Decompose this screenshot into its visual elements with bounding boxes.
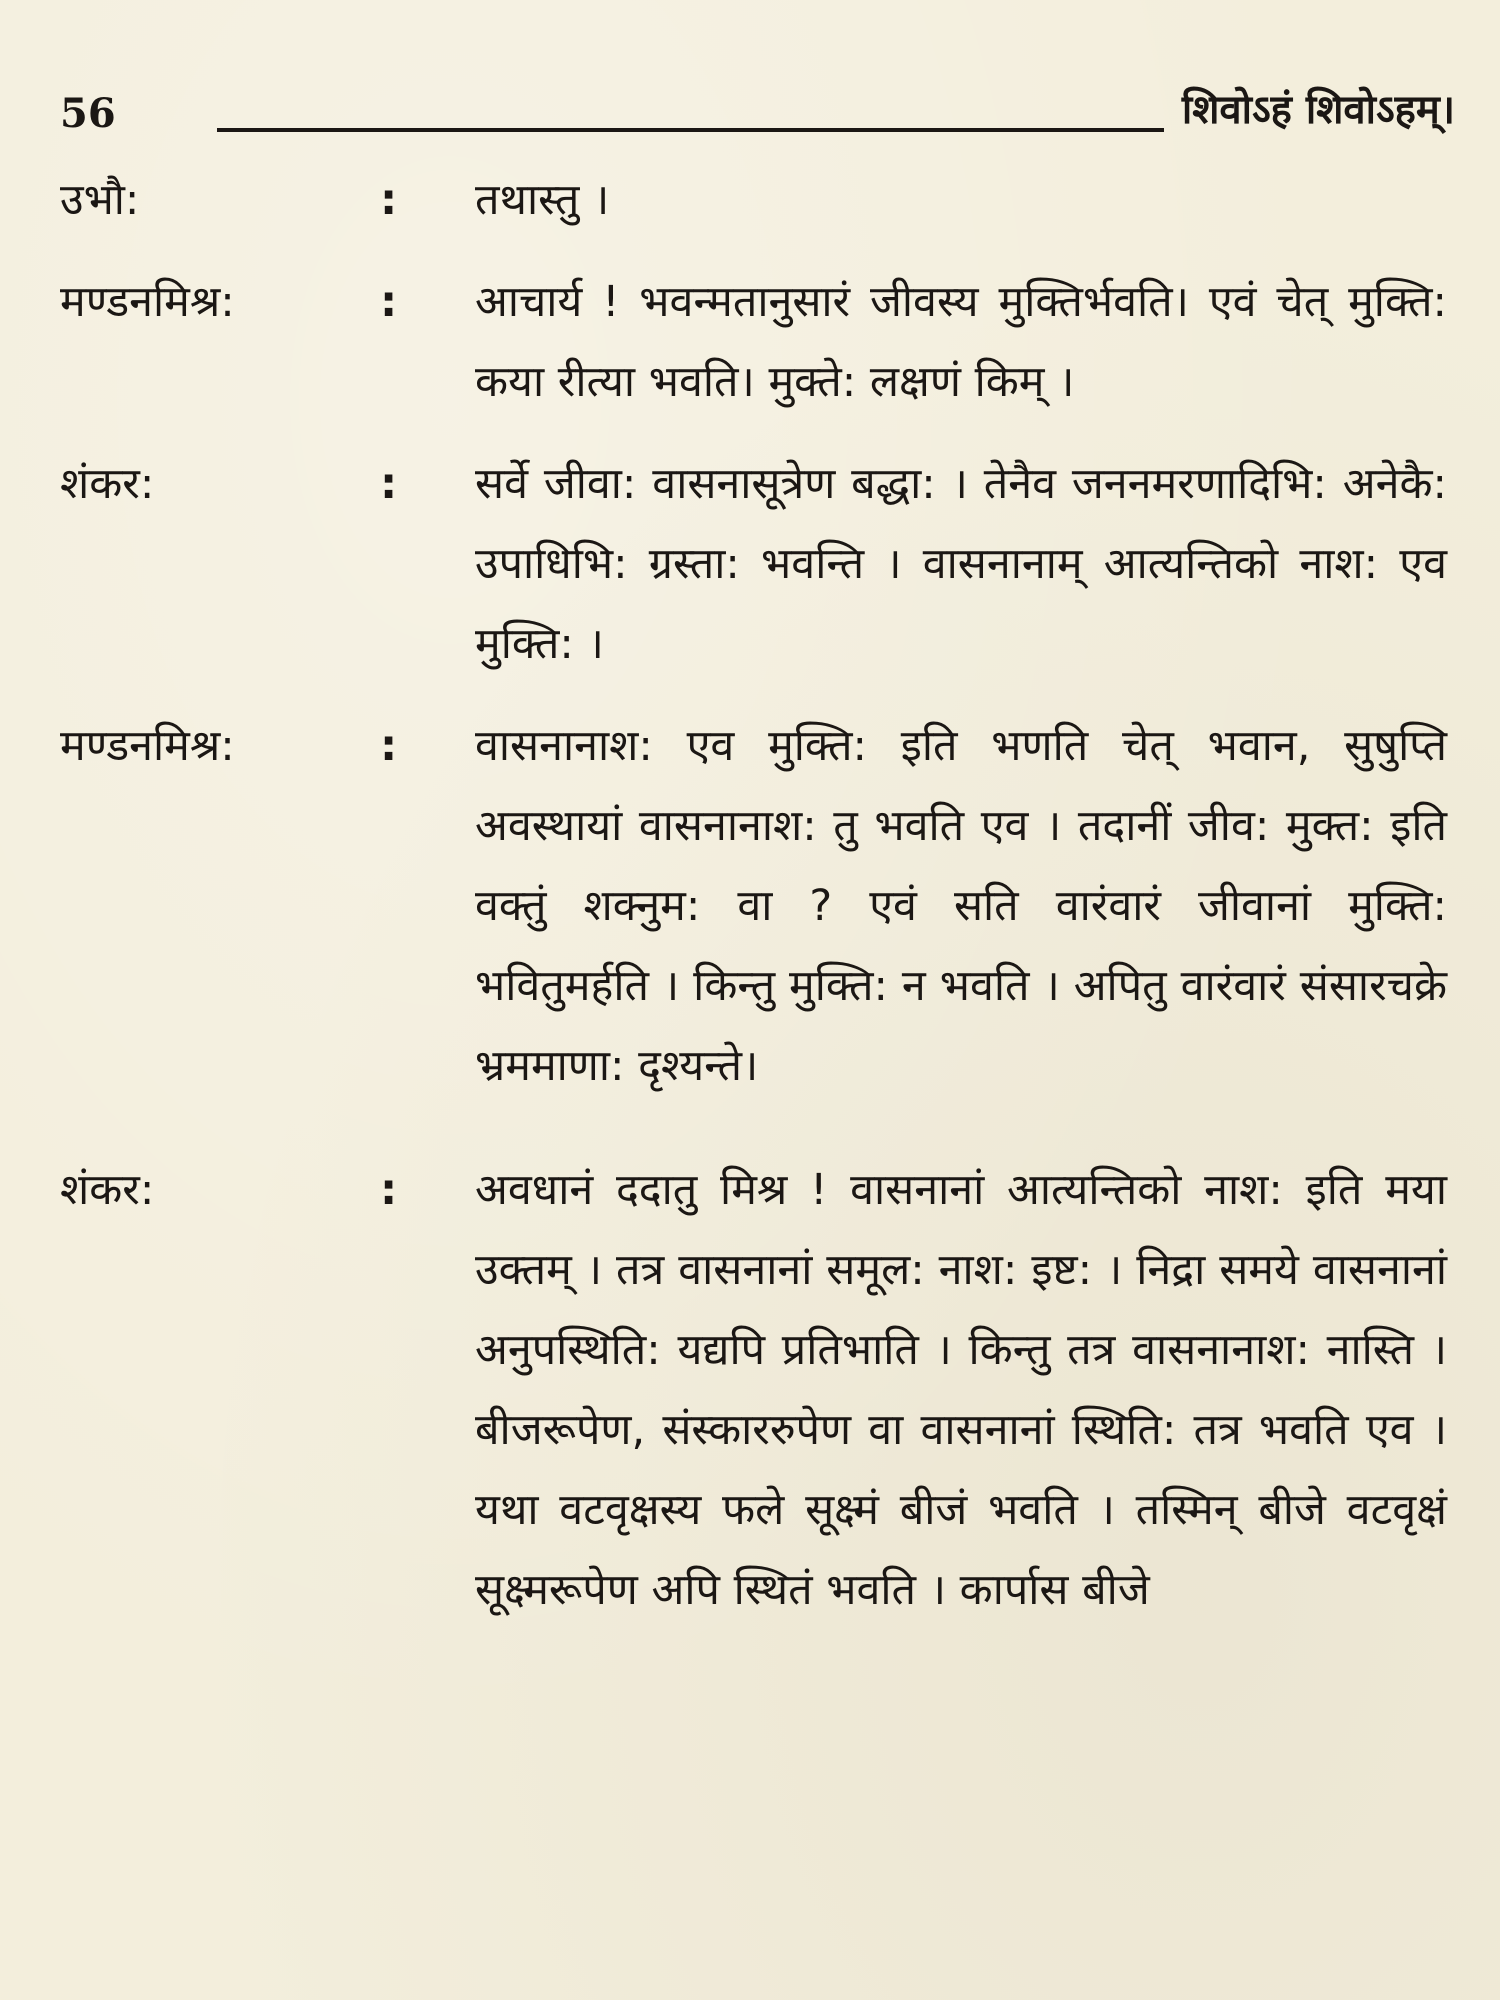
dialogue-body (60, 160, 1455, 1630)
dialogue-entry (60, 706, 1455, 1106)
dialogue-entry (60, 1150, 1455, 1630)
speaker-separator: : (380, 1165, 398, 1215)
header-rule (217, 128, 1164, 132)
dialogue-entry (60, 160, 1455, 240)
speaker-name: उभौ: (60, 175, 140, 225)
page-number: 56 (60, 90, 116, 137)
speech-text: आचार्य ! भवन्मतानुसारं जीवस्य मुक्तिर्भवति। एवं चेत् मुक्ति: कया रीत्या भवति। मुक्ते: लक्षणं किम् । (475, 277, 1447, 407)
page-header (60, 70, 1455, 137)
speaker-name: मण्डनमिश्र: (60, 277, 235, 327)
speaker-separator: : (380, 459, 398, 509)
dialogue-entry (60, 262, 1455, 422)
speaker-name: शंकर: (60, 1165, 155, 1215)
running-title: शिवोऽहं शिवोऽहम्। (1181, 87, 1455, 133)
speaker-name: शंकर: (60, 459, 155, 509)
speech-text: सर्वे जीवा: वासनासूत्रेण बद्धा: । तेनैव जननमरणादिभि: अनेकै: उपाधिभि: ग्रस्ता: भवन्ति । वासनानाम् आत्यन्तिको नाश: एव मुक्ति: । (475, 459, 1447, 669)
speech-text: अवधानं ददातु मिश्र ! वासनानां आत्यन्तिको नाश: इति मया उक्तम् । तत्र वासनानां समूल: नाश: इष्ट: । निद्रा समये वासनानां अनुपस्थिति: यद्यपि प्रतिभाति । किन्तु तत्र वासनानाश: नास्ति । बीजरूपेण, संस्काररुपेण वा वासनानां स्थिति: तत्र भवति एव । यथा वटवृक्षस्य फले सूक्ष्मं बीजं भवति । तस्मिन् बीजे वटवृक्षं सूक्ष्मरूपेण अपि स्थितं भवति । कार्पास बीजे (475, 1165, 1447, 1615)
speaker-separator: : (380, 175, 398, 225)
dialogue-entry (60, 444, 1455, 684)
speaker-separator: : (380, 277, 398, 327)
speaker-name: मण्डनमिश्र: (60, 721, 235, 771)
speech-text: तथास्तु । (475, 175, 610, 225)
speech-text: वासनानाश: एव मुक्ति: इति भणति चेत् भवान, सुषुप्ति अवस्थायां वासनानाश: तु भवति एव । तदानीं जीव: मुक्त: इति वक्तुं शक्नुम: वा ? एवं सति वारंवारं जीवानां मुक्ति: भवितुमर्हति । किन्तु मुक्ति: न भवति । अपितु वारंवारं संसारचक्रे भ्रममाणा: दृश्यन्ते। (475, 721, 1447, 1091)
speaker-separator: : (380, 721, 398, 771)
